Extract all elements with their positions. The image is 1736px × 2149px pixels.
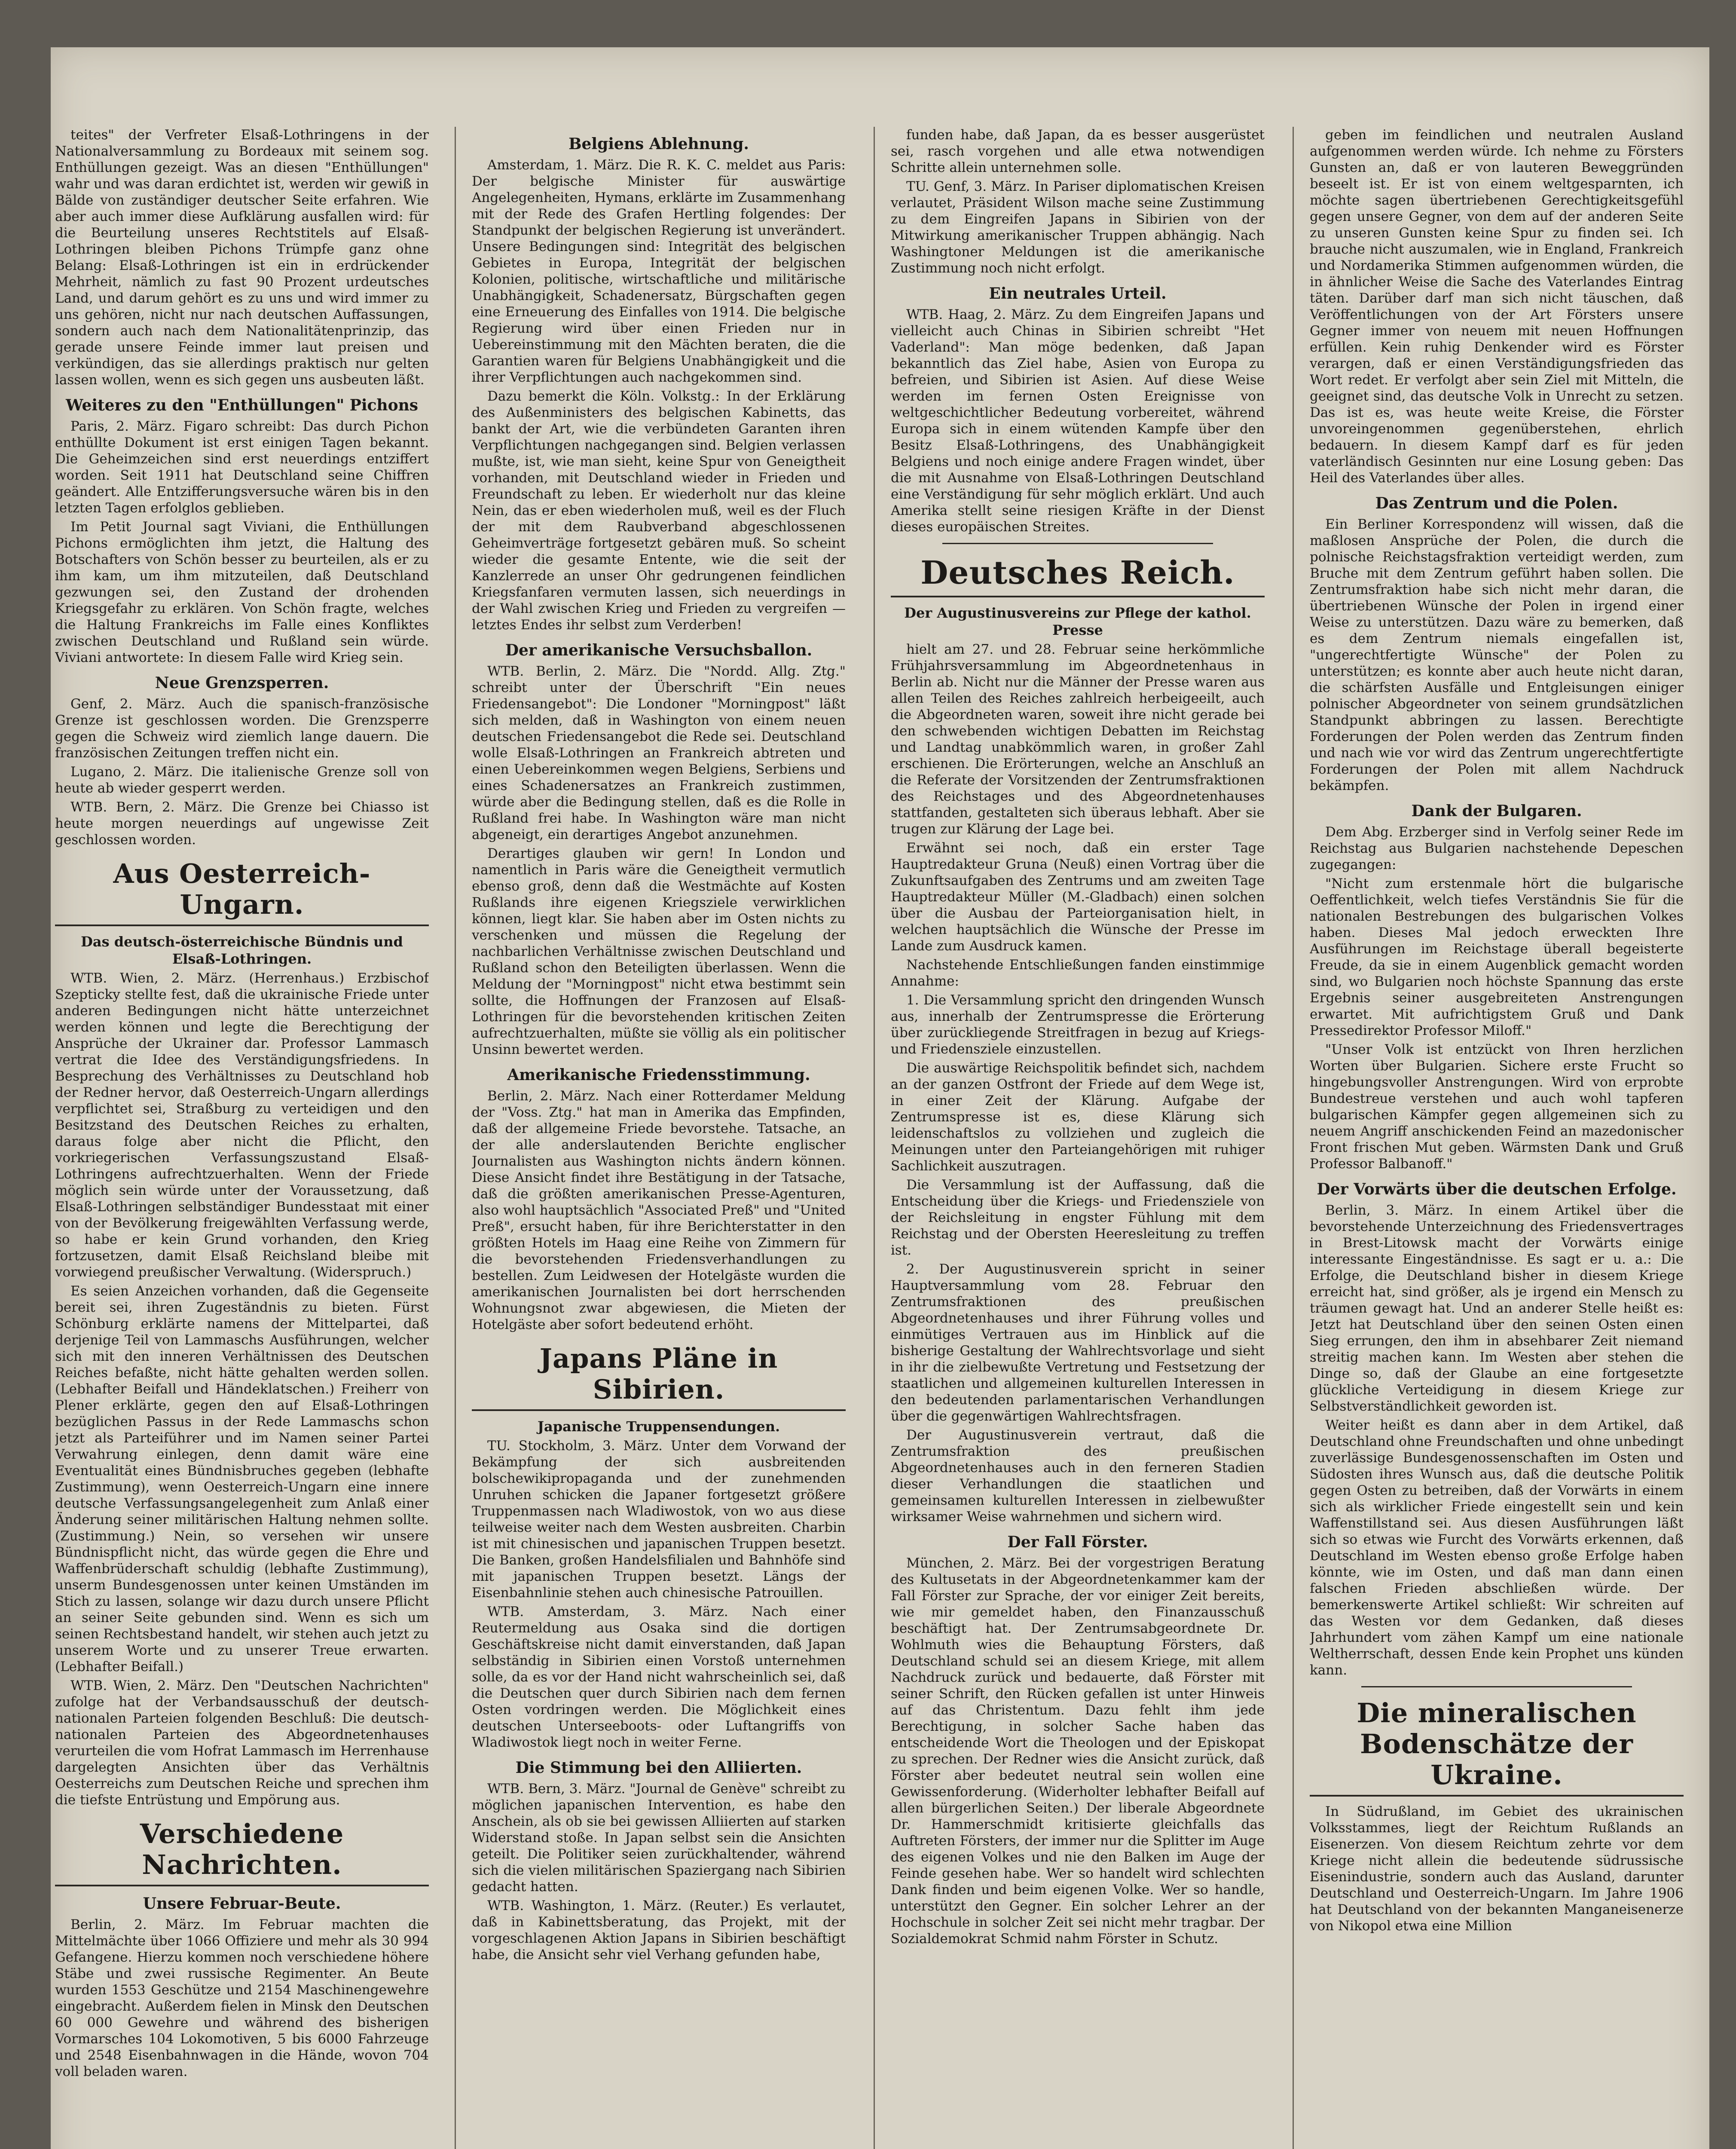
article-text: teites" der Verfreter Elsaß-Lothringens in der Nationalversammlung zu Bordeaux mit seinem sog. Enthüllungen gezeigt. Was an diesen "Enthüllungen" wahr und was daran erdichtet ist, werden wir gewiß in Bälde von zuständiger deutscher Seite erfahren. Wie aber auch immer diese Aufklärung ausfallen wird: für die Beurteilung unseres Rechtstitels auf Elsaß-Lothringen bleiben Pichons Trümpfe ganz ohne Belang: Elsaß-Lothringen ist ein in erdrückender Mehrheit, nämlich zu fast 90 Prozent urdeutsches Land, und darum gehört es zu uns und wird immer zu uns gehören, nicht nur nach deutschen Auffassungen, sondern auch nach dem Nationalitätenprinzip, das gerade unsere Feinde immer laut preisen und verkündigen, das sie allerdings praktisch nur gelten lassen wollen, wenn es sich gegen uns ausbeuten läßt. [55,127,429,388]
column-rule [455,127,456,2149]
section-heading: Ein neutrales Urteil. [989,285,1167,303]
article-text: Paris, 2. März. Figaro schreibt: Das durch Pichon enthüllte Dokument ist erst einigen Tagen bekannt. Die Geheimzeichen sind erst neuerdings entziffert worden. Seit 1911 hat Deutschland seine Chiffren geändert. Alle Entzifferungsversuche wären bis in den letzten Tagen erfolglos geblieben. [55,419,429,516]
major-heading: Aus Oesterreich-Ungarn. [55,858,429,926]
article-text: Dazu bemerkt die Köln. Volkstg.: In der Erklärung des Außenministers des belgischen Kabinetts, das bankt der Art, wie die verbündeten Garanten ihren Verpflichtungen nachgegangen sind. Belgien verlassen mußte, ist, wie man sieht, keine Spur von Geneigtheit vorhanden, mit Deutschland wieder in Frieden und Freundschaft zu leben. Er wiederholt nur das kleine Nein, das er eben wiederholen muß, weil es der Fluch der mit dem Raubverband abgeschlossenen Geheimverträge fortgesetzt gebären muß. So scheint wieder die gesamte Entente, wie die seit der Kanzlerrede an unser Ohr gedrungenen feindlichen Kriegsfanfaren vermuten lassen, sich neuerdings in der Wahl zwischen Krieg und Frieden zu vergreifen — letztes Endes ihr selbst zum Verderben! [472,389,846,633]
article-text: WTB. Washington, 1. März. (Reuter.) Es verlautet, daß in Kabinettsberatung, das Projekt, mit der vorgeschlagenen Aktion Japans in Sibirien beschäftigt habe, die Ansicht sehr viel Verhang gefunden habe, [472,1898,846,1962]
article-text: München, 2. März. Bei der vorgestrigen Beratung des Kultusetats in der Abgeordnetenkammer kam der Fall Förster zur Sprache, der vor einiger Zeit bereits, wie mir gemeldet haben, den Finanzausschuß beschäftigt hat. Der Zentrumsabgeordnete Dr. Wohlmuth wies die Behauptung Försters, daß Deutschland schuld sei an diesem Kriege, mit allem Nachdruck zurück und bedauerte, daß Förster mit seiner Schrift, den Rücken gefallen ist unter Hinweis auf das Christentum. Dazu fehlt ihm jede Berechtigung, in solcher Sache haben das entscheidende Wort die Theologen und der Episkopat zu sprechen. Der Redner wies die Ansicht zurück, daß Förster aber bedeutet neutral sein wollen eine Gewissenforderung. (Widerholter lebhafter Beifall auf allen bürgerlichen Seiten.) Der liberale Abgeordnete Dr. Hammerschmidt kritisierte gleichfalls das Auftreten Försters, der immer nur die Splitter im Auge des eigenen Volkes und nie den Balken im Auge der Feinde gesehen habe. Wer so handelt wird schlechten Dank finden und beim eigenen Volke. Wer so handle, unterstützt den Gegner. Ein solcher Lehrer an der Hochschule in solcher Zeit sei nicht mehr tragbar. Der Sozialdemokrat Schmid nahm Förster in Schutz. [891,1555,1265,1947]
article-text: 1. Die Versammlung spricht den dringenden Wunsch aus, innerhalb der Zentrumspresse die Erörterung über zurückliegende Streitfragen in bezug auf Kriegs- und Friedensziele einzustellen. [891,992,1265,1057]
section-heading: Der Fall Förster. [1007,1533,1148,1551]
section-heading: Dank der Bulgaren. [1411,802,1582,820]
article-text: WTB. Bern, 3. März. "Journal de Genève" schreibt zu möglichen japanischen Intervention, es habe den Anschein, als ob sie bei gewissen Alliierten auf starken Widerstand stoße. In Japan selbst sein die Ansichten geteilt. Die Politiker seien zurückhaltender, während sich die vielen militärischen Spaziergang nach Sibirien gedacht hatten. [472,1781,846,1895]
section-heading: Unsere Februar-Beute. [143,1895,341,1913]
article-text: hielt am 27. und 28. Februar seine herkömmliche Frühjahrsversammlung im Abgeordnetenhaus in Berlin ab. Nicht nur die Männer der Presse waren aus allen Teilen des Reiches zahlreich herbeigeeilt, auch die Abgeordneten waren, soweit ihre nicht gerade bei den schwebenden wichtigen Debatten im Reichstag und Landtag unabkömmlich waren, in großer Zahl erschienen. Die Erörterungen, welche an Anschluß an die Referate der Vorsitzenden der Zentrumsfraktionen des Reichstages und des Abgeordnetenhauses stattfanden, gestalteten sich überaus lebhaft. Aber sie trugen zur Klärung der Lage bei. [891,642,1265,837]
section-heading: Das Zentrum und die Polen. [1375,494,1618,512]
major-heading: Verschiedene Nachrichten. [55,1818,429,1886]
article-text: Amsterdam, 1. März. Die R. K. C. meldet aus Paris: Der belgische Minister für auswärtige Angelegenheiten, Hymans, erklärte im Zusammenhang mit der Rede des Grafen Hertling folgendes: Der Standpunkt der belgischen Regierung ist unverändert. Unsere Bedingungen sind: Integrität des belgischen Gebietes in Europa, Integrität der belgischen Kolonien, politische, wirtschaftliche und militärische Unabhängigkeit, Schadenersatz, Bürgschaften gegen eine Erneuerung des Einfalles von 1914. Die belgische Regierung wird über einen Frieden nur in Uebereinstimmung mit den Mächten beraten, die die Garantien waren für Belgiens Unabhängigkeit und die ihrer Verpflichtungen auch nachgekommen sind. [472,157,846,385]
article-text: funden habe, daß Japan, da es besser ausgerüstet sei, rasch vorgehen und alle etwa notwendigen Schritte allein unternehmen solle. [891,127,1265,175]
column-4 [1310,127,1684,2149]
section-heading: Der amerikanische Versuchsballon. [505,641,813,659]
section-heading: Die Stimmung bei den Alliierten. [515,1759,802,1777]
article-text: TU. Genf, 3. März. In Pariser diplomatischen Kreisen verlautet, Präsident Wilson mache seine Zustimmung zu dem Eingreifen Japans in Sibirien von der Mitwirkung amerikanischer Truppen abhängig. Nach Washingtoner Meldungen ist die amerikanische Zustimmung noch nicht erfolgt. [891,179,1265,276]
section-heading: Das deutsch-österreichische Bündnis und Elsaß-Lothringen. [81,934,403,967]
article-text: WTB. Amsterdam, 3. März. Nach einer Reutermeldung aus Osaka sind die dortigen Geschäftskreise nicht damit einverstanden, daß Japan selbständig in Sibirien einen Vorstoß unternehmen solle, da es vor der Hand nicht wahrscheinlich sei, daß die Deutschen quer durch Sibirien nach dem fernen Osten vordringen werden. Die Möglichkeit eines deutschen Unterseeboots- oder Luftangriffs von Wladiwostok liegt noch in weiter Ferne. [472,1604,846,1750]
column-rule [1293,127,1294,2149]
article-text: Dem Abg. Erzberger sind in Verfolg seiner Rede im Reichstag aus Bulgarien nachstehende Depeschen zugegangen: [1310,824,1684,872]
column-1 [55,127,429,2149]
article-text: Lugano, 2. März. Die italienische Grenze soll von heute ab wieder gesperrt werden. [55,764,429,796]
separator-rule [942,543,1213,544]
article-text: WTB. Berlin, 2. März. Die "Nordd. Allg. Ztg." schreibt unter der Überschrift "Ein neues Friedensangebot": Die Londoner "Morningpost" läßt sich melden, daß in Washington von einem neuen deutschen Friedensangebot die Rede sei. Deutschland wolle Elsaß-Lothringen an Frankreich abtreten und einen Uebereinkommen wegen Belgiens, Serbiens und eines Schadenersatzes an Frankreich zustimmen, würde aber die Bedingung stellen, daß es die Rolle in Rußland frei habe. In Washington wäre man nicht abgeneigt, ein derartiges Angebot anzunehmen. [472,664,846,842]
column-3 [891,127,1265,2149]
article-text: "Unser Volk ist entzückt von Ihren herzlichen Worten über Bulgarien. Sichere erste Frucht so hingebungsvoller Anstrengungen. Wird von erprobte Bundestreue verstehen und auch wohl tapferen bulgarischen Kämpfer gegen allgemeinen sich zu neuem Angriff anschickenden Feind an mazedonischer Front frischen Mut geben. Wärmsten Dank und Gruß Professor Balbanoff." [1310,1042,1684,1172]
major-heading: Die mineralischen Bodenschätze der Ukraine. [1310,1698,1684,1797]
article-text: WTB. Wien, 2. März. (Herrenhaus.) Erzbischof Szepticky stellte fest, daß die ukrainische Friede unter anderen Bedingungen nicht hätte unterzeichnet werden können und legte die Berechtigung der Ansprüche der Ukrainer dar. Professor Lammasch vertrat die Idee des Verständigungsfriedens. In Besprechung des Verhältnisses zu Deutschland hob der Redner hervor, daß Oesterreich-Ungarn allerdings verpflichtet sei, Straßburg zu verteidigen und den Besitzstand des Deutschen Reiches zu erhalten, daraus folge aber nicht die Pflicht, den vorkriegerischen Verfassungszustand Elsaß-Lothringens aufrechtzuerhalten. Wenn der Friede möglich sein würde unter der Voraussetzung, daß Elsaß-Lothringen selbständiger Bundesstaat mit einer von der Bevölkerung freigewählten Verfassung werde, so habe er kein Grund vorhanden, den Krieg fortzusetzen, damit Elsaß Reichsland bleibe mit vorwiegend preußischer Verwaltung. (Widerspruch.) [55,970,429,1280]
article-text: Berlin, 3. März. In einem Artikel über die bevorstehende Unterzeichnung des Friedensvertrages in Brest-Litowsk macht der Vorwärts einige interessante Eingeständnisse. Es sagt er u. a.: Die Erfolge, die Deutschland bisher in diesem Kriege erreicht hat, sind größer, als je irgend ein Mensch zu träumen gewagt hat. Und an anderer Stelle heißt es: Jetzt hat Deutschland über den seinen Osten einen Sieg errungen, den ihm in absehbarer Zeit niemand streitig machen kann. Im Westen aber stehen die Dinge so, daß der Glaube an eine fortgesetzte glückliche Verteidigung in diesem Kriege zur Selbstverständlichkeit geworden ist. [1310,1203,1684,1414]
article-text: Nachstehende Entschließungen fanden einstimmige Annahme: [891,957,1265,989]
column-rule [874,127,875,2149]
article-text: Erwähnt sei noch, daß ein erster Tage Hauptredakteur Gruna (Neuß) einen Vortrag über die Zukunftsaufgaben des Zentrums und am zweiten Tage Hauptredakteur Müller (M.-Gladbach) einen solchen über die Ausbau der Parteiorganisation hielt, in welchen hauptsächlich die Wünsche der Presse im Lande zum Ausdruck kamen. [891,840,1265,954]
section-heading: Japanische Truppensendungen. [537,1418,780,1435]
article-text: Im Petit Journal sagt Viviani, die Enthüllungen Pichons ermöglichten ihm jetzt, die Haltung des Botschafters von Schön besser zu beurteilen, als er zu ihm kam, um ihm mitzuteilen, daß Deutschland gezwungen sei, den Zustand der drohenden Kriegsgefahr zu erklären. Von Schön fragte, welches die Haltung Frankreichs im Falle eines Konfliktes zwischen Deutschland und Rußland sein würde. Viviani antwortete: In diesem Falle wird Krieg sein. [55,519,429,665]
article-text: Derartiges glauben wir gern! In London und namentlich in Paris wäre die Geneigtheit vermutlich ebenso groß, denn daß die Westmächte auf Kosten Rußlands ihre eigenen Kriegsziele verwirklichen können, liegt klar. Sie haben aber im Osten nichts zu verschenken und müssen die Regelung der nachbarlichen Verhältnisse zwischen Deutschland und Rußland schon den Beteiligten überlassen. Wenn die Meldung der "Morningpost" nicht etwa bestimmt sein sollte, die Hoffnungen der Franzosen auf Elsaß-Lothringen für die bevorstehenden kritischen Zeiten aufrechtzuerhalten, müßte sie völlig als ein politischer Unsinn bewertet werden. [472,846,846,1057]
article-text: 2. Der Augustinusverein spricht in seiner Hauptversammlung vom 28. Februar den Zentrumsfraktionen des preußischen Abgeordnetenhauses und ihrer Führung volles und einmütiges Vertrauen aus im Hinblick auf die bisherige Gestaltung der Wahlrechtsvorlage und sieht in ihr die zielbewußte Vertretung und Festsetzung der staatlichen und allgemeinen kulturellen Interessen in den bedeutenden parlamentarischen Verhandlungen über die gegenwärtigen Wahlrechtsfragen. [891,1261,1265,1424]
section-heading: Belgiens Ablehnung. [568,135,749,153]
section-heading: Amerikanische Friedensstimmung. [507,1066,810,1084]
article-text: WTB. Haag, 2. März. Zu dem Eingreifen Japans und vielleicht auch Chinas in Sibirien schreibt "Het Vaderland": Man möge bedenken, daß Japan bekanntlich das Ziel habe, Asien von Europa zu befreien, und Sibirien ist Asien. Auf diese Weise werden im fernen Osten Ereignisse von weltgeschichtlicher Bedeutung vorbereitet, während Europa sich in einem wütenden Kampfe über den Besitz Elsaß-Lothringens, des Unabhängigkeit Belgiens und noch einige andere Fragen windet, über die mit Ausnahme von Elsaß-Lothringen Deutschland eine Verständigung für sehr möglich erklärt. Und auch Amerika stellt seine riesigen Kräfte in der Dienst dieses europäischen Streites. [891,307,1265,535]
major-heading: Japans Pläne in Sibirien. [472,1343,846,1411]
article-text: WTB. Bern, 2. März. Die Grenze bei Chiasso ist heute morgen neuerdings auf ungewisse Zeit geschlossen worden. [55,799,429,848]
section-heading: Neue Grenzsperren. [155,674,329,692]
article-text: Weiter heißt es dann aber in dem Artikel, daß Deutschland ohne Freundschaften und ohne unbedingt zuverlässige Bundesgenossenschaften im Osten und Südosten ihres Wunsch aus, daß die deutsche Politik gegen Osten zu betreiben, daß der Vorwärts in einem sich als wirklicher Friede eingestellt sein und kein Waffenstillstand sei. Aus diesen Ausführungen läßt sich so etwas wie Furcht des Vorwärts erkennen, daß Deutschland im Westen ebenso große Erfolge haben könnte, wie im Osten, und daß man dann einen falschen Frieden abschließen würde. Der bemerkenswerte Artikel schließt: Wir schreiten auf das Westen vor dem Gedanken, daß dieses Jahrhundert vom zähen Kampf um eine nationale Weltherrschaft, dessen Ende kein Prophet uns künden kann. [1310,1417,1684,1678]
section-heading: Weiteres zu den "Enthüllungen" Pichons [65,396,419,414]
article-text: Ein Berliner Korrespondenz will wissen, daß die maßlosen Ansprüche der Polen, die durch die polnische Reichstagsfraktion verteidigt werden, zum Bruche mit dem Zentrum geführt haben sollen. Die Zentrumsfraktion habe sich nicht mehr daran, die übertriebenen Wünsche der Polen in irgend einer Weise zu unterstützen. Dazu wäre zu bemerken, daß es dem Zentrum niemals eingefallen ist, "ungerechtfertigte Wünsche" der Polen zu unterstützen; es konnte aber auch heute nicht daran, die schärfsten Ausfälle und Entgleisungen einiger polnischer Abgeordneter von seinem grundsätzlichen Standpunkt abbringen zu lassen. Berechtigte Forderungen der Polen werden das Zentrum finden und nach wie vor wird das Zentrum ungerechtfertigte Forderungen der Polen mit allem Nachdruck bekämpfen. [1310,517,1684,793]
article-text: TU. Stockholm, 3. März. Unter dem Vorwand der Bekämpfung der sich ausbreitenden bolschewikipropaganda und der zunehmenden Unruhen schicken die Japaner fortgesetzt größere Truppenmassen nach Wladiwostok, von wo aus diese teilweise weiter nach dem Westen ausbreiten. Charbin ist mit chinesischen und japanischen Truppen besetzt. Die Banken, großen Handelsfilialen und Bahnhöfe sind mit japanischen Truppen besetzt. Längs der Eisenbahnlinie stehen auch chinesische Patrouillen. [472,1438,846,1601]
article-text: "Nicht zum erstenmale hört die bulgarische Oeffentlichkeit, welch tiefes Verständnis Sie für die nationalen Bestrebungen des bulgarischen Volkes haben. Dieses Mal jedoch erweckten Ihre Ausführungen im Reichstage überall begeisterte Freude, da sie in einem Augenblick gemacht worden sind, wo Bulgarien noch höchste Spannung das erste Ergebnis seiner ausgebreiteten Anstrengungen erwartet. Mit aufrichtigstem Gruß und Dank Pressedirektor Professor Miloff." [1310,876,1684,1038]
article-text: geben im feindlichen und neutralen Ausland aufgenommen werden würde. Ich nehme zu Försters Gunsten an, daß er von lauteren Beweggründen beseelt ist. Er ist von einem weltgesparnten, ich möchte sagen übertriebenen Gerechtigkeitsgefühl gegen unsere Gegner, von dem auf der anderen Seite zu unseren Gunsten keine Spur zu finden sei. Ich brauche nicht auszumalen, wie in England, Frankreich und Nordamerika Stimmen aufgenommen würden, die in ähnlicher Weise die Sache des Vaterlandes Eintrag täten. Darüber darf man sich nicht täuschen, daß Veröffentlichungen von der Art Försters unsere Gegner immer von neuem mit neuen Hoffnungen erfüllen. Kein ruhig Denkender wird es Förster verargen, daß er einen Verständigungsfrieden das Wort redet. Er verfolgt aber sein Ziel mit Mitteln, die geeignet sind, das deutsche Volk in Unrecht zu setzen. Das ist es, was heute weite Kreise, die Förster unvoreingenommen gegenüberstehen, ehrlich bedauern. In diesem Kampf darf es für jeden vaterländisch Gesinnten nur eine Losung geben: Das Heil des Vaterlandes über alles. [1310,127,1684,486]
column-2 [472,127,846,2149]
major-heading: Deutsches Reich. [891,554,1265,597]
article-text: Es seien Anzeichen vorhanden, daß die Gegenseite bereit sei, ihren Zugeständnis zu bieten. Fürst Schönburg erklärte namens der Mittelpartei, daß derjenige Teil von Lammaschs Ausführungen, welcher sich mit den inneren Verhältnissen des Deutschen Reiches befaßte, nicht hätte gehalten werden sollen. (Lebhafter Beifall und Händeklatschen.) Freiherr von Plener erklärte, gegen den auf Elsaß-Lothringen bezüglichen Passus in der Rede Lammaschs schon jetzt als Parteiführer und im Namen seiner Partei Verwahrung einlegen, denn damit wäre eine Eventualität eines Bündnisbruches gegeben (lebhafte Zustimmung), wenn Oesterreich-Ungarn eine innere deutsche Verfassungsangelegenheit zum Anlaß einer Änderung seiner militärischen Haltung nehmen sollte. (Zustimmung.) Nein, so versehen wir unsere Bündnispflicht nicht, das würde gegen die Ehre und Waffenbrüderschaft schuldig (lebhafte Zustimmung), unserm Bundesgenossen unter keinen Umständen im Stich zu lassen, solange wir dazu durch unsere Pflicht an seiner Seite gebunden sind. Wenn es sich um seinen Rechtsbestand handelt, wir stehen auch jetzt zu unserem Worte und zu unserer Treue erwarten. (Lebhafter Beifall.) [55,1283,429,1675]
section-heading: Der Augustinusvereins zur Pflege der kathol. Presse [904,605,1251,638]
article-text: Genf, 2. März. Auch die spanisch-französische Grenze ist geschlossen worden. Die Grenzsperre gegen die Schweiz wird ziemlich lange dauern. Die französischen Zeitungen treffen nicht ein. [55,696,429,761]
article-text: In Südrußland, im Gebiet des ukrainischen Volksstammes, liegt der Reichtum Rußlands an Eisenerzen. Von diesem Reichtum zehrte vor dem Kriege nicht allein die bedeutende südrussische Eisenindustrie, sondern auch das Ausland, darunter Deutschland und Oesterreich-Ungarn. Im Jahre 1906 hat Deutschland von der bekannten Manganeisenerze von Nikopol etwa eine Million [1310,1804,1684,1934]
article-text: Der Augustinusverein vertraut, daß die Zentrumsfraktion des preußischen Abgeordnetenhauses auch in den ferneren Stadien dieser Verhandlungen die staatlichen und gemeinsamen kulturellen Interessen in zielbewußter wirksamer Weise wahrnehmen und sichern wird. [891,1427,1265,1525]
article-text: Berlin, 2. März. Nach einer Rotterdamer Meldung der "Voss. Ztg." hat man in Amerika das Empfinden, daß der allgemeine Friede bevorstehe. Tatsache, an der alle anderslautenden Berichte englischer Journalisten aus Washington nichts ändern können. Diese Ansicht findet ihre Bestätigung in der Tatsache, daß die größten amerikanischen Presse-Agenturen, also wohl hauptsächlich "Associated Preß" und "United Preß", ersucht haben, für ihre Berichterstatter in den größten Hotels im Haag eine Reihe von Zimmern für die bevorstehenden Friedensverhandlungen zu bestellen. Zum Leidwesen der Hotelgäste wurden die amerikanischen Journalisten bei dort herrschenden Wohnungsnot zwar abgewiesen, die Mieten der Hotelgäste aber sofort bedeutend erhöht. [472,1088,846,1332]
section-heading: Der Vorwärts über die deutschen Erfolge. [1317,1180,1677,1198]
article-text: WTB. Wien, 2. März. Den "Deutschen Nachrichten" zufolge hat der Verbandsausschuß der deutsch-nationalen Parteien folgenden Beschluß: Die deutsch-nationalen Parteien des Abgeordnetenhauses verurteilen die vom Hofrat Lammasch im Herrenhause dargelegten Ansichten über das Verhältnis Oesterreichs zum Deutschen Reiche und sprechen ihm die tiefste Entrüstung und Empörung aus. [55,1678,429,1808]
article-text: Die auswärtige Reichspolitik befindet sich, nachdem an der ganzen Ostfront der Friede auf dem Wege ist, in einer Zeit der Klärung. Aufgabe der Zentrumspresse ist es, diese Klärung sich leidenschaftslos zu vollziehen und zugleich die Meinungen unter den Parteiangehörigen mit ruhiger Sachlichkeit auszutragen. [891,1060,1265,1174]
article-text: Berlin, 2. März. Im Februar machten die Mittelmächte über 1066 Offiziere und mehr als 30 994 Gefangene. Hierzu kommen noch verschiedene höhere Stäbe und zwei russische Regimenter. An Beute wurden 1553 Geschütze und 2154 Maschinengewehre eingebracht. Außerdem fielen in Minsk den Deutschen 60 000 Gewehre und während des bisherigen Vormarsches 104 Lokomotiven, 5 bis 6000 Fahrzeuge und 2548 Eisenbahnwagen in die Hände, wovon 704 voll beladen waren. [55,1917,429,2079]
article-text: Die Versammlung ist der Auffassung, daß die Entscheidung über die Kriegs- und Friedensziele von der Reichsleitung in engster Fühlung mit dem Reichstag und der Obersten Heeresleitung zu treffen ist. [891,1177,1265,1258]
separator-rule [1361,1686,1632,1687]
newspaper-page [51,47,1709,2149]
